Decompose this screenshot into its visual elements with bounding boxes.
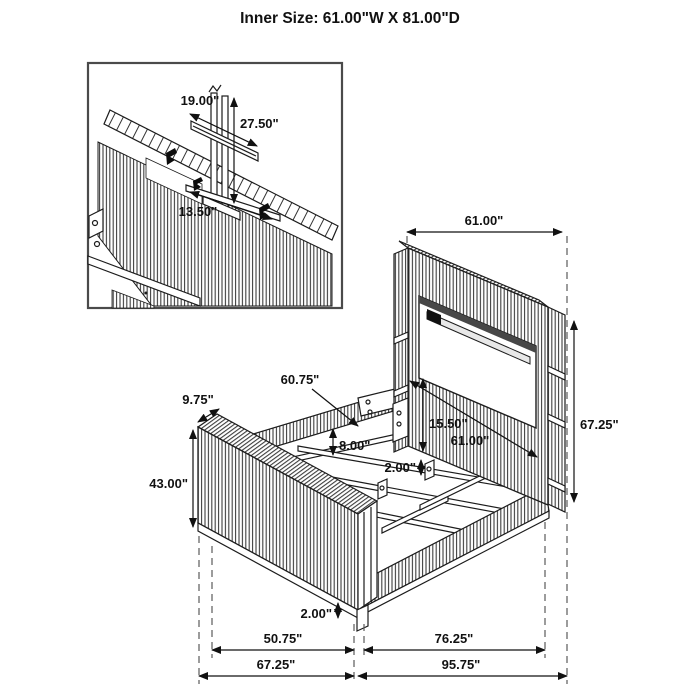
dim-footboard-height: 43.00": [149, 476, 188, 491]
dim-base-height: 2.00": [300, 606, 332, 621]
inset-detail-box: [88, 63, 342, 308]
support-leg: [378, 479, 387, 499]
dim-bracket-length: 13.50": [178, 204, 218, 219]
dim-headboard-width: 61.00": [464, 213, 504, 228]
dim-side-rail-length: 60.75": [280, 372, 320, 387]
dim-inner-width: 61.00": [450, 433, 490, 448]
footboard-leg: [357, 605, 368, 631]
dim-headboard-clearance: 15.50": [429, 416, 468, 431]
dim-slat-thickness: 2.00": [384, 460, 416, 475]
dim-headboard-height: 67.25": [580, 417, 619, 432]
support-leg: [425, 460, 434, 480]
dim-overall-width: 67.25": [256, 657, 296, 672]
dim-overall-depth: 95.75": [441, 657, 481, 672]
page-title: Inner Size: 61.00"W X 81.00"D: [240, 10, 460, 27]
dim-side-rail-outer-length: 76.25": [434, 631, 474, 646]
dim-footboard-thickness: 9.75": [182, 392, 214, 407]
rail-bolt-plate: [393, 398, 408, 442]
right-side-rail: [356, 486, 549, 616]
dim-mount-height: 27.50": [240, 116, 279, 131]
dim-rail-floor-gap: 8.00": [339, 438, 371, 453]
dim-footboard-outer-width: 50.75": [263, 631, 303, 646]
dim-bracket-width: 19.00": [180, 93, 220, 108]
footboard-end-cap: [358, 501, 377, 610]
screw-dot: [145, 292, 148, 295]
